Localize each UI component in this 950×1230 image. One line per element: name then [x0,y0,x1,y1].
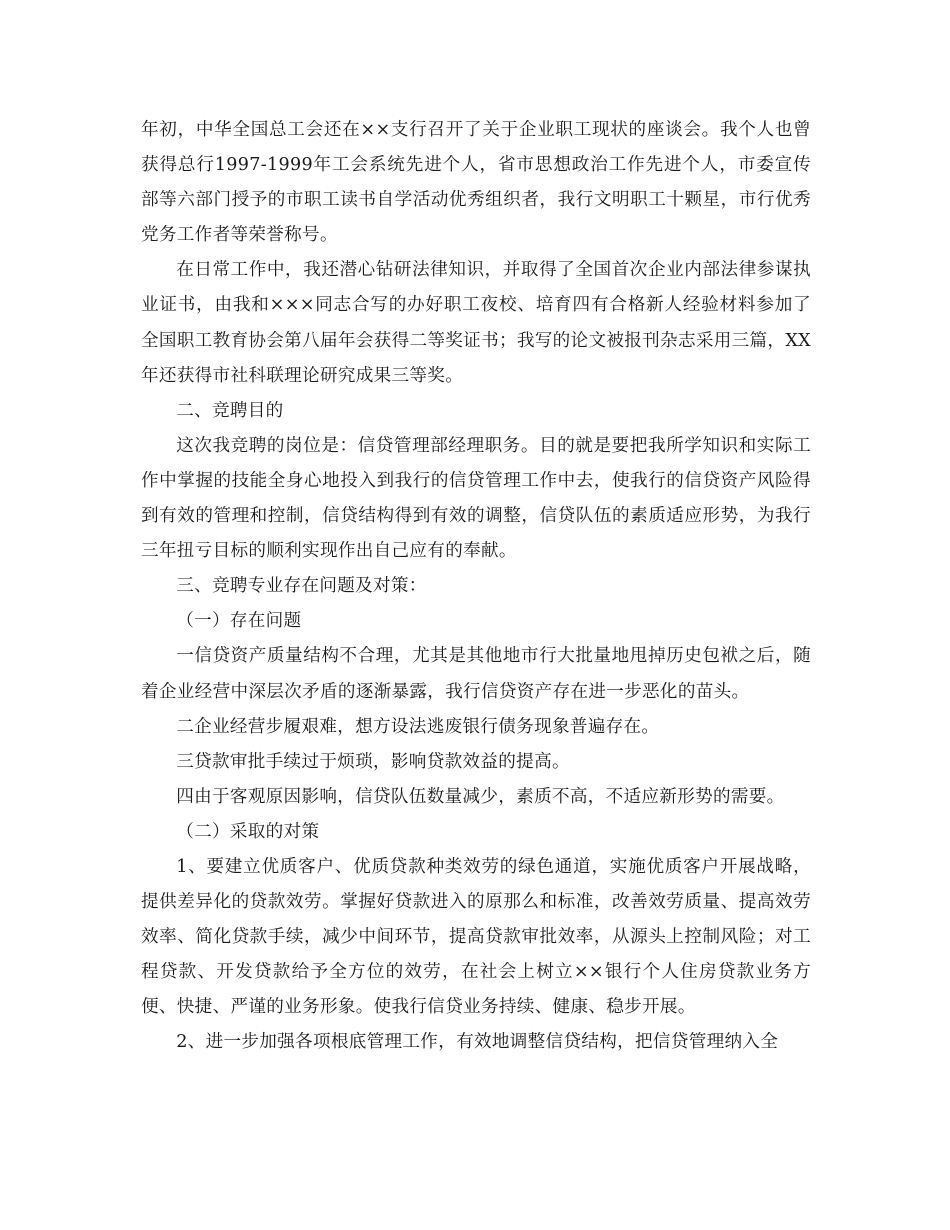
paragraph-legal-study: 在日常工作中，我还潜心钻研法律知识，并取得了全国首次企业内部法律参谋执业证书，由我和×××同志合写的办好职工夜校、培育四有合格新人经验材料参加了全国职工教育协会第八届年会获得二等奖证书；我写的论文被报刊杂志采用三篇，XX年还获得市社科联理论研究成果三等奖。 [141,260,811,386]
paragraph-problem-2: 二企业经营步履艰难，想方设法逃废银行债务现象普遍存在。 [176,716,660,737]
section-heading-purpose: 二、竞聘目的 [176,400,284,421]
paragraph-problem-3: 三贷款审批手续过于烦琐，影响贷款效益的提高。 [176,751,570,772]
paragraph-problem-4: 四由于客观原因影响，信贷队伍数量减少，素质不高，不适应新形势的需要。 [176,786,785,807]
paragraph-countermeasure-2: 2、进一步加强各项根底管理工作，有效地调整信贷结构，把信贷管理纳入全 [176,1032,779,1053]
section-heading-problems: 三、竞聘专业存在问题及对策： [176,576,427,597]
document-body [141,113,811,1061]
subheading-existing-problems: （一）存在问题 [176,611,302,632]
paragraph-honors: 年初，中华全国总工会还在××支行召开了关于企业职工现状的座谈会。我个人也曾获得总行1997-1999年工会系统先进个人，省市思想政治工作先进个人，市委宣传部等六部门授予的市职工读书自学活动优秀组织者，我行文明职工十颗星，市行优秀党务工作者等荣誉称号。 [141,120,811,246]
paragraph-problem-1: 一信贷资产质量结构不合理，尤其是其他地市行大批量地甩掉历史包袱之后，随着企业经营中深层次矛盾的逐渐暴露，我行信贷资产存在进一步恶化的苗头。 [141,646,811,702]
subheading-countermeasures: （二）采取的对策 [176,821,320,842]
paragraph-countermeasure-1: 1、要建立优质客户、优质贷款种类效劳的绿色通道，实施优质客户开展战略，提供差异化的贷款效劳。掌握好贷款进入的原那么和标准，改善效劳质量、提高效劳效率、简化贷款手续，减少中间环节，提高贷款审批效率，从源头上控制风险；对工程贷款、开发贷款给予全方位的效劳，在社会上树立××银行个人住房贷款业务方便、快捷、严谨的业务形象。使我行信贷业务持续、健康、稳步开展。 [141,856,811,1018]
paragraph-purpose: 这次我竞聘的岗位是：信贷管理部经理职务。目的就是要把我所学知识和实际工作中掌握的技能全身心地投入到我行的信贷管理工作中去，使我行的信贷资产风险得到有效的管理和控制，信贷结构得到有效的调整，信贷队伍的素质适应形势，为我行三年扭亏目标的顺利实现作出自己应有的奉献。 [141,435,811,562]
